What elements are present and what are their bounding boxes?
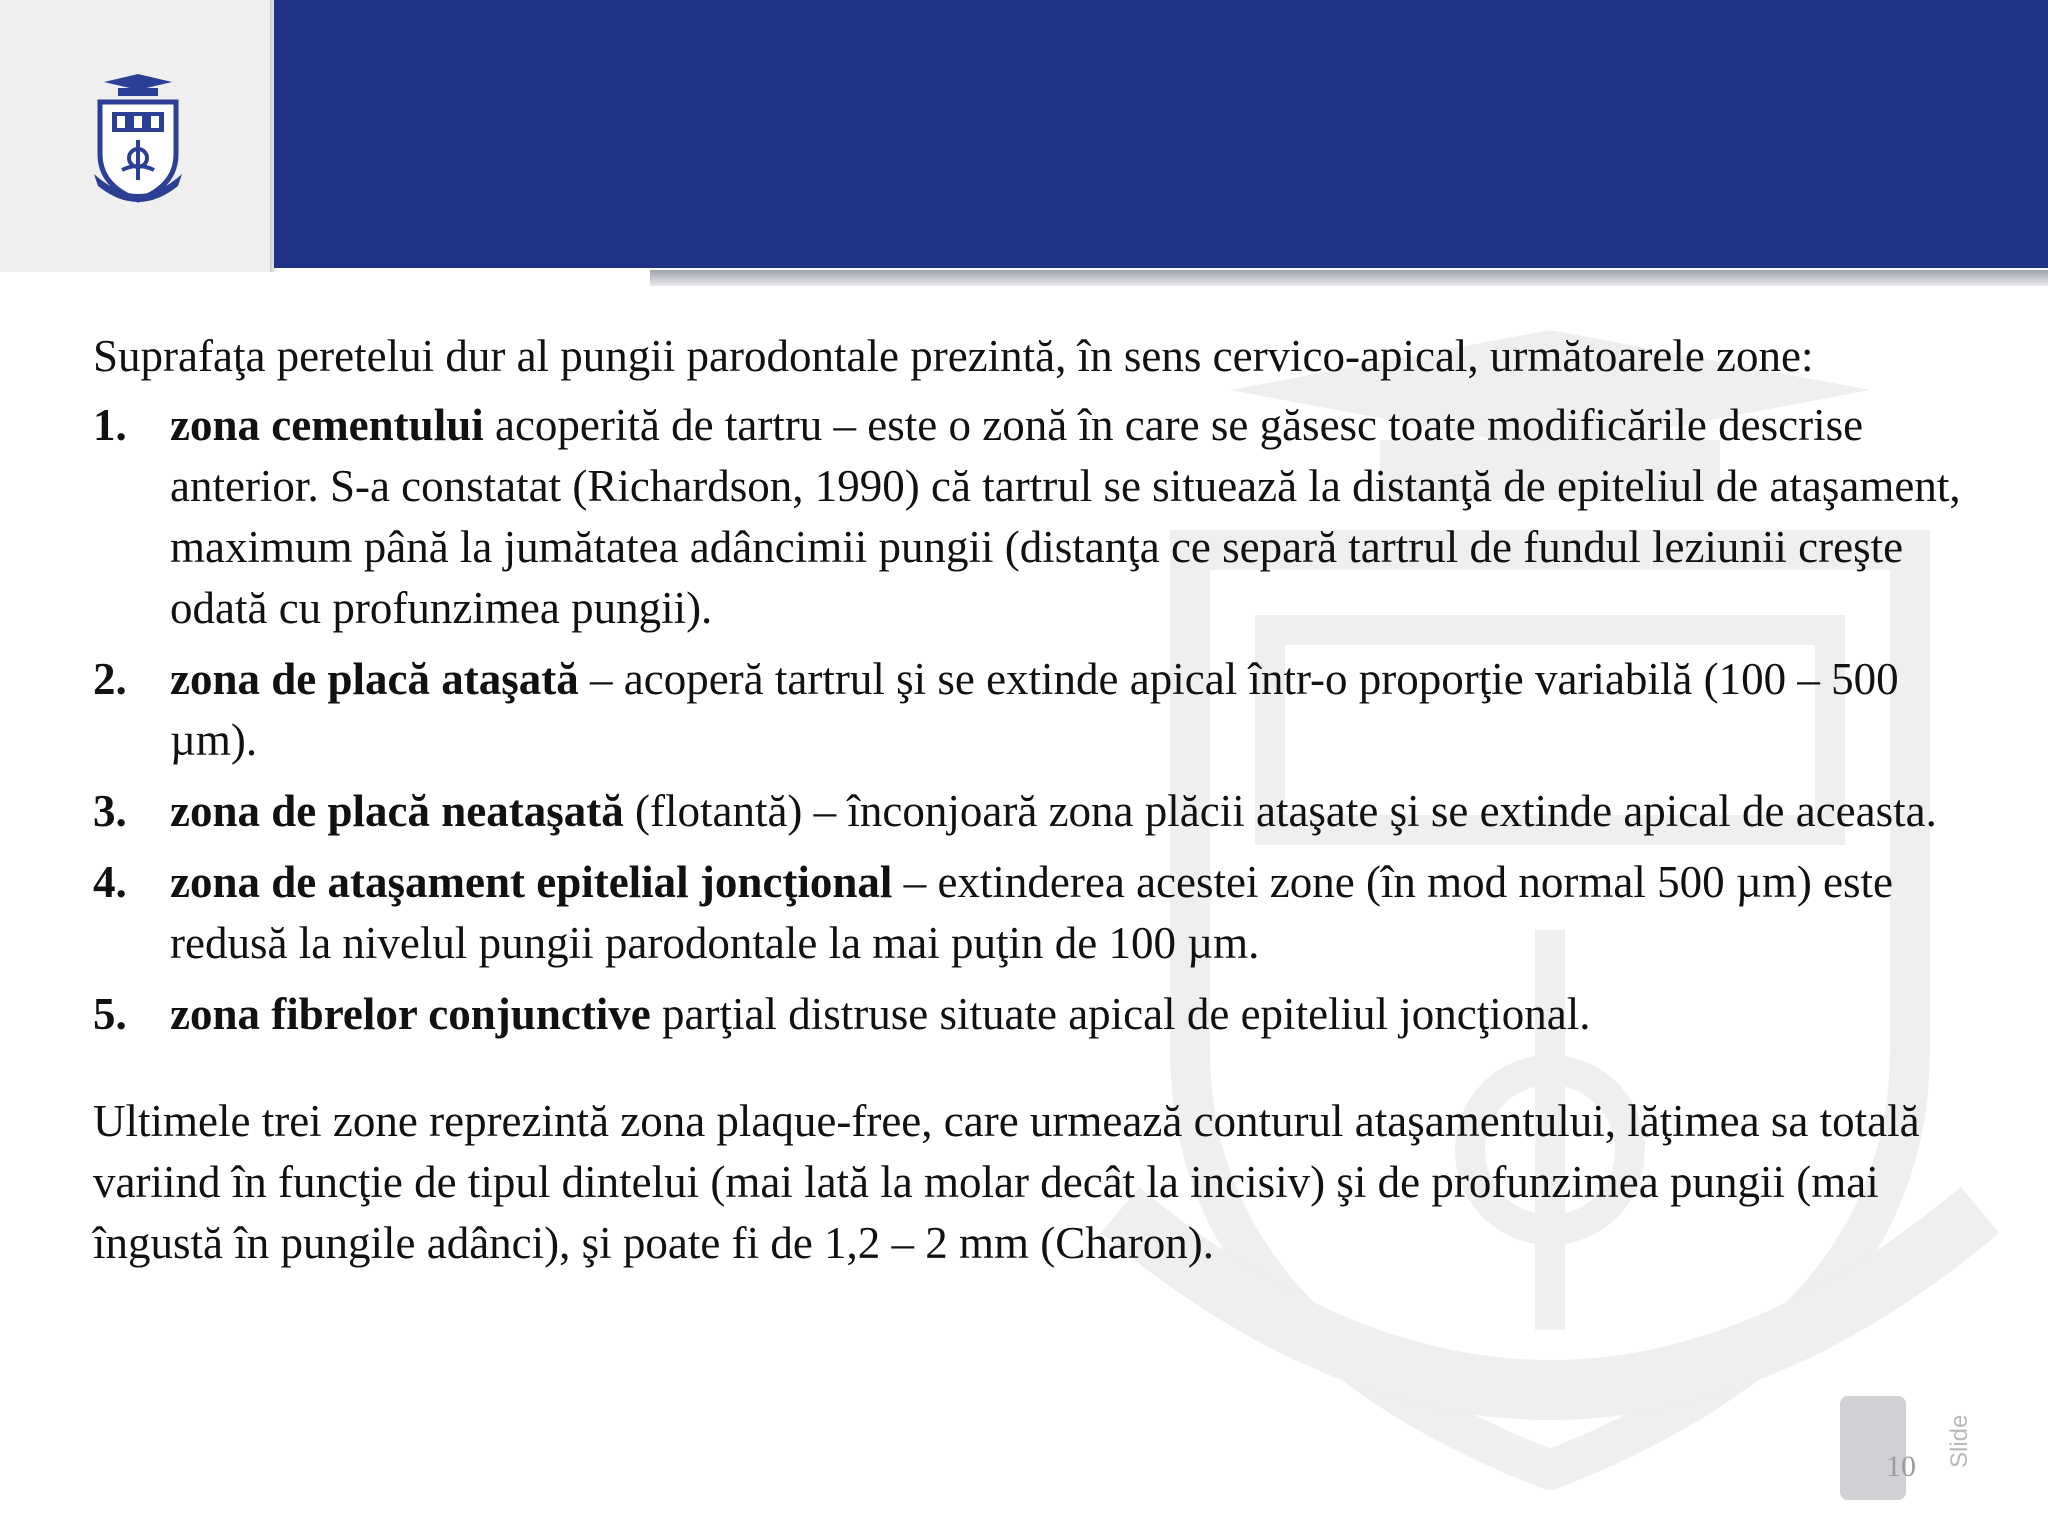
list-item (93, 852, 1993, 974)
list-item (93, 984, 1993, 1045)
list-item-text: (flotantă) – înconjoară zona plăcii ataşate şi se extinde apical de aceasta. (623, 786, 1937, 836)
list-item-term: zona cementului (170, 400, 484, 450)
list-item-number: 5. (93, 989, 127, 1039)
zones-list (93, 395, 1993, 1045)
list-item-term: zona de ataşament epitelial joncţional (170, 857, 893, 907)
list-item-term: zona fibrelor conjunctive (170, 989, 651, 1039)
list-item-term: zona de placă neataşată (170, 786, 624, 836)
slide-content (93, 326, 1993, 1274)
list-item-number: 1. (93, 400, 127, 450)
header-bar (274, 0, 2048, 268)
list-item-text: acoperită de tartru – este o zonă în care se găsesc toate modificările descrise anterior. S-a constatat (Richardson, 1990) că tartrul se situează la distanţă de epiteliul de ataşament, maximum până la jumătatea adâncimii pungii (distanţa ce separă tartrul de fundul leziunii creşte odată cu profunzimea pungii). (170, 400, 1961, 633)
page-number-badge (1840, 1396, 1906, 1500)
list-item (93, 395, 1993, 639)
list-item-text: – acoperă tartrul şi se extinde apical într-o proporţie variabilă (100 – 500 µm). (170, 654, 1899, 765)
page-number: 10 (1886, 1450, 1916, 1483)
list-item-number: 3. (93, 786, 127, 836)
header-shadow (650, 270, 2048, 286)
list-item-number: 4. (93, 857, 127, 907)
list-item (93, 781, 1993, 842)
university-crest-icon (92, 74, 184, 204)
slide-label: Slide (1946, 1414, 1973, 1468)
intro-paragraph: Suprafaţa peretelui dur al pungii parodontale prezintă, în sens cervico-apical, următoarele zone: (93, 331, 1814, 381)
list-item-text: – extinderea acestei zone (în mod normal 500 µm) este redusă la nivelul pungii parodontale la mai puţin de 100 µm. (170, 857, 1894, 968)
list-item-number: 2. (93, 654, 127, 704)
outro-paragraph: Ultimele trei zone reprezintă zona plaque-free, care urmează conturul ataşamentului, lăţimea sa totală variind în funcţie de tipul dintelui (mai lată la molar decât la incisiv) şi de profunzimea pungii (mai îngustă în pungile adânci), şi poate fi de 1,2 – 2 mm (Charon). (93, 1096, 1920, 1268)
list-item-text: parţial distruse situate apical de epiteliul joncţional. (650, 989, 1591, 1039)
list-item-term: zona de placă ataşată (170, 654, 579, 704)
list-item (93, 649, 1993, 771)
logo-panel (0, 0, 270, 272)
